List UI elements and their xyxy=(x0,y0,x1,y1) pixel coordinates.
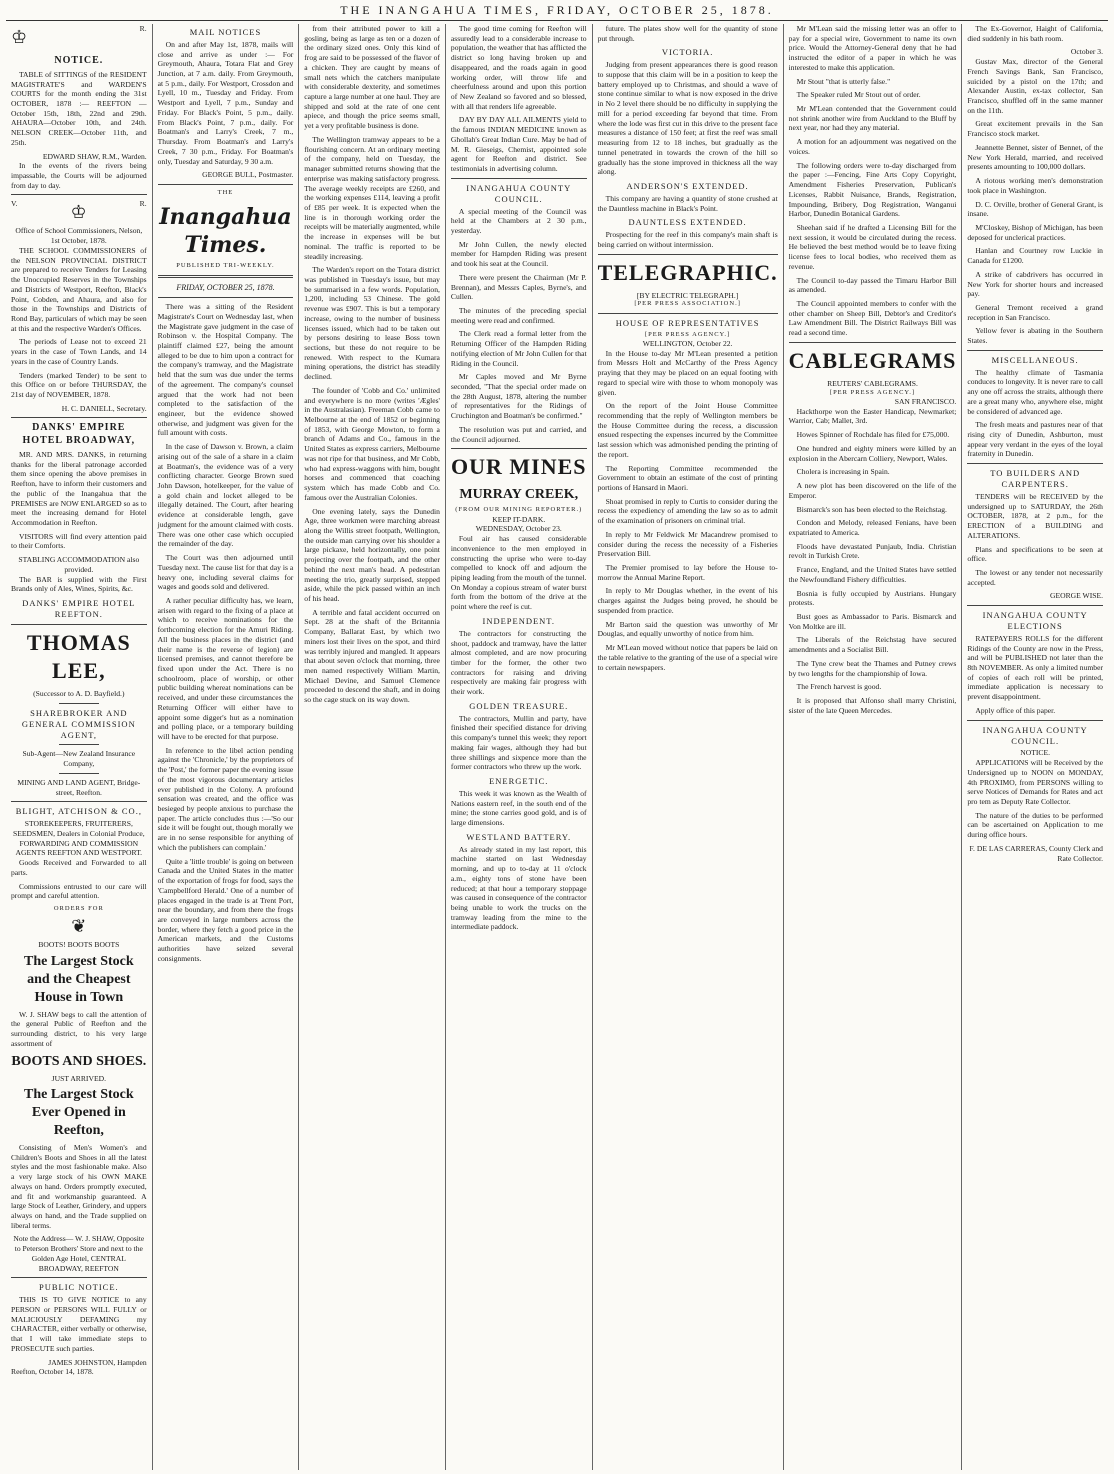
dauntless-paragraph: Prospecting for the reef in this company's main shaft is being carried on without intermission. xyxy=(597,230,778,249)
col3-paragraph-6: A terrible and fatal accident occurred on Sept. 28 at the shaft of the Britannia Company, Ballarat East, by which two miners lost their lives on the spot, and third was terribly injured and mangled. It appears that about seven o'clock that morning, three men named respectively William Martin, Michael Devine, and Samuel Clemence proceeded to descend the shaft, and in doing so the cage stuck on its way down. xyxy=(304,607,440,705)
col3-paragraph-2: The Wellington tramway appears to be a flourishing concern. At an ordinary meeting of the company, held on Tuesday, the manager submitted returns showing that the enterprise was making satisfactory progress. The average weekly receipts are £260, and the working expenses £114, leaving a profit of £85 per week. It is expected when the line is in thorough working order the receipts will be materially augmented, while the increase in expenses will be but nominal. The traffic is reported to be steadily increasing. xyxy=(304,134,440,261)
boots-address: Note the Address— W. J. SHAW, Opposite to Peterson Brothers' Store and next to the Golden Age Hotel, CENTRAL BROADWAY, REEFTON xyxy=(13,1234,145,1273)
blight-heading: BLIGHT, ATCHISON & CO., xyxy=(15,806,142,817)
col7-paragraph-5: Jeannette Bennet, sister of Bennet, of the New York Herald, married, and received presents amounting to 100,000 dollars. xyxy=(967,142,1103,172)
victoria-heading: VICTORIA. xyxy=(661,47,714,58)
energetic-heading: ENERGETIC. xyxy=(489,776,549,786)
public-notice-signature: JAMES JOHNSTON, Hampden xyxy=(48,1357,147,1367)
blight-commissions: Commissions entrusted to our care will prompt and careful attention. xyxy=(11,881,147,901)
masthead-the: THE xyxy=(217,188,234,196)
danks-footer: DANKS' EMPIRE HOTEL REEFTON. xyxy=(22,598,136,619)
andersons-paragraph: This company are having a quantity of stone crushed at the Dauntless machine in Black's Point. xyxy=(597,193,778,213)
cable-item-13: The Tyne crew beat the Thames and Putney crews by two lengths for the championship of Iowa. xyxy=(788,658,957,678)
house-agency: [PER PRESS AGENCY.] xyxy=(645,330,731,338)
cable-item-6: Bismarck's son has been elected to the Reichstag. xyxy=(796,504,947,514)
mining-reporter: (FROM OUR MINING REPORTER.) xyxy=(455,506,583,514)
col6-paragraph-3: The Speaker ruled Mr Stout out of order. xyxy=(796,90,921,100)
published-tri-weekly: PUBLISHED TRI-WEEKLY. xyxy=(176,261,275,269)
council-paragraph-6: Mr Caples moved and Mr Byrne seconded, "That the special order made on the 28th August, 1878, altering the number of representatives for the Ridings of Cruchington and Boatman's be confirmed." xyxy=(450,372,587,421)
cablegrams-agency: [PER PRESS AGENCY.] xyxy=(829,388,916,396)
thomas-lee-name: THOMAS LEE, xyxy=(26,629,131,683)
cablegrams-sub: REUTERS' CABLEGRAMS. xyxy=(827,379,918,388)
council-paragraph-5: The Clerk read a formal letter from the Returning Officer of the Hampden Riding notifying election of Mr John Cullen for that Riding in the Council. xyxy=(450,329,587,368)
col3-paragraph-4: The founder of 'Cobb and Co.' unlimited and everywhere is no more (writes 'Ægles' in the Australasian). Freeman Cobb came to Melbourne at the end of 1852 or beginning of 1853, with George Mowton, to form a branch of Adams and Co., famous in the United States as express carriers, Melbourne was not ripe for that business, and Mr Cobb, who had express-waggons with him, bought horses and commenced that coaching system which has made Cobb and Co. famous over the Australian Colonies. xyxy=(304,385,440,502)
leader-paragraph-1: There was a sitting of the Resident Magistrate's Court on Wednesday last, when the Magistrate gave judgment in the case of Robinson v. the Hospital Company. The plaintiff claimed £27, being the amount alleged to be due to him upon a contract for the company's tramway, and the Magistrate held that the sum was due under the terms of the agreement. The company's counsel argued that the work had not been completed to the satisfaction of the engineer, but the evidence showed otherwise, and judgment was given for the full amount with costs. xyxy=(157,302,294,438)
builders-paragraph-3: The lowest or any tender not necessarily accepted. xyxy=(967,567,1103,587)
county-council-heading: INANGAHUA COUNTY COUNCIL. xyxy=(466,182,572,204)
col7-paragraph-1: The Ex-Governor, Haight of California, died suddenly in his bath room. xyxy=(967,24,1103,43)
column-1 xyxy=(6,24,153,1470)
col7-paragraph-9: Hanlan and Courtney row Luckie in Canada for £1200. xyxy=(967,246,1103,266)
col5-paragraph-0: future. The plates show well for the quantity of stone put through. xyxy=(597,24,778,43)
column-7 xyxy=(962,24,1108,1470)
col6-paragraph-2: Mr Stout "that is utterly false." xyxy=(796,76,891,86)
royal-crest-icon: ♔ xyxy=(70,202,87,223)
thomas-lee-trade: SHAREBROKER AND GENERAL COMMISSION AGENT, xyxy=(21,707,136,740)
thomas-lee-agent: Sub-Agent—New Zealand Insurance Company, xyxy=(22,749,136,769)
thomas-lee-sub: (Successor to A. D. Bayfield.) xyxy=(33,689,125,699)
col7-paragraph-12: Yellow fever is abating in the Southern States. xyxy=(967,326,1103,346)
col3-paragraph-1: from their attributed power to kill a gosling, being as large as ten or a dozen of the ordinary sized ones. Only this kind of frog are said to be possessed of the flavor of a chicken. They are caught by means of small nets which the catchers manipulate with considerable dexterity, and sometimes capture a large number at one haul. They are shipped and sold at the rate of one cent apiece, and though the price seems small, yet a very profitable business is done. xyxy=(304,24,440,131)
column-4 xyxy=(446,24,593,1470)
county-notice-paragraph-1: APPLICATIONS will be Received by the Undersigned up to NOON on MONDAY, 4th PROXIMO, from PERSONS willing to serve Notices of Demands for Rates and act pro tem as Deputy Rate Collector. xyxy=(967,758,1103,806)
house-paragraph-7: In reply to Mr Douglas whether, in the event of his charges against the Judges being proved, he should be suspended from practice. xyxy=(597,586,778,615)
school-commissioners-text: THE SCHOOL COMMISSIONERS of the NELSON PROVINCIAL DISTRICT are prepared to receive Tenders for Leasing the Unoccupied Reserves in the Townships and Districts of Westport, Reefton, Black's Point, Cobden, and Ahaura, and also for those in the Townships and Districts of Rond Bay, particulars of which may be seen at this and the respective Warden's Offices. xyxy=(11,245,147,333)
court-sittings-note: In the events of the rivers being impassable, the Courts will be adjourned from day to day. xyxy=(11,161,147,190)
house-date: WELLINGTON, October 22. xyxy=(642,338,733,348)
school-commissioners-text-2: The periods of Lease not to exceed 21 years in the case of Town Lands, and 14 years in the case of Country Lands. xyxy=(11,337,147,366)
mines-paragraph-1: Foul air has caused considerable inconvenience to the men employed in constructing the uprise who were to-day compelled to knock off and adjourn the piping leading from the mouth of the tunnel. On Monday a copious stream of water burst forth from the bottom of the drive at the point where the reef is cut. xyxy=(450,534,587,612)
boots-emblem-icon: ❦ xyxy=(71,916,87,937)
boots-arrived: JUST ARRIVED. xyxy=(51,1073,106,1083)
council-paragraph-1: A special meeting of the Council was held at the Chambers at 2 30 p.m., yesterday. xyxy=(450,206,587,235)
misc-paragraph-2: The fresh meats and pastures near of that rising city of Dunedin, Ashburton, must appear very verdant in the eyes of the loyal fraternity in Dunedin. xyxy=(967,420,1103,459)
col6-paragraph-8: The Council to-day passed the Timaru Harbor Bill as amended. xyxy=(788,275,957,295)
cable-item-2: Howes Spinner of Rochdale has filed for £75,000. xyxy=(796,430,950,440)
col7-paragraph-7: D. C. Orville, brother of General Grant, is insane. xyxy=(967,199,1103,219)
column-2 xyxy=(153,24,300,1470)
boots-text: W. J. SHAW begs to call the attention of the general Public of Reefton and the surrounding district, to his very large assortment of xyxy=(11,1009,147,1048)
elections-paragraph-2: Apply office of this paper. xyxy=(975,705,1056,715)
elections-heading: INANGAHUA COUNTY ELECTIONS xyxy=(982,610,1088,631)
county-notice-paragraph-2: The nature of the duties to be performed can be ascertained on Application to me during office hours. xyxy=(967,810,1103,840)
boots-largest: The Largest Stock Ever Opened in Reefton, xyxy=(23,1087,134,1139)
col7-paragraph-10: A strike of cabdrivers has occurred in New York for shorter hours and increased pay. xyxy=(967,269,1103,299)
notice-heading: NOTICE. xyxy=(54,55,104,67)
cable-item-1: Hackthorpe won the Easter Handicap, Newmarket; Warrior, Cab; Mallet, 3rd. xyxy=(788,406,957,426)
danks-bar: The BAR is supplied with the First Brands only of Ales, Wines, Spirits, &c. xyxy=(11,574,147,594)
elections-paragraph-1: RATEPAYERS ROLLS for the different Ridings of the County are now in the Press, and will be PUBLISHED not later than the 8th NOVEMBER. As only a limited number of copies of each roll will be printed, immediate application is necessary to prevent disappointment. xyxy=(967,633,1103,702)
danks-text: MR. AND MRS. DANKS, in returning thanks for the liberal patronage accorded them since opening the above premises in Reefton, have to inform their customers and the public of the Inangahua that the PREMISES are NOW ENLARGED so as to meet the increasing demand for Hotel Accommodation in Reefton. xyxy=(11,450,147,528)
col3-paragraph-5: One evening lately, says the Dunedin Age, three workmen were marching abreast along the Willis street footpath, Wellington, the outside man carrying over his shoulder a large pickaxe, held horizontally, one point projecting over the footpath, and the other behind the next man's head. A pedestrian meeting the trio, greatly surprised, stepped aside, while the pick passed within an inch of his head. xyxy=(304,506,440,603)
builders-paragraph-2: Plans and specifications to be seen at office. xyxy=(967,544,1103,564)
col6-paragraph-5: A motion for an adjournment was negatived on the voices. xyxy=(788,137,957,156)
telegraphic-heading: TELEGRAPHIC. xyxy=(597,259,778,285)
danks-stabling: STABLING ACCOMMODATION also provided. xyxy=(18,555,140,574)
telegraphic-agency: [PER PRESS ASSOCIATION.] xyxy=(634,300,741,308)
thomas-lee-mining: MINING AND LAND AGENT, Bridge-street, Reefton. xyxy=(17,777,141,797)
cable-item-12: The Liberals of the Reichstag have secured amendments and a Socialist Bill. xyxy=(788,635,957,655)
boots-orders-for: ORDERS FOR xyxy=(53,904,104,912)
column-3 xyxy=(299,24,446,1470)
col7-dateline: October 3. xyxy=(1070,47,1103,57)
danks-heading: DANKS' EMPIRE HOTEL BROADWAY, xyxy=(22,422,136,447)
col7-paragraph-4: Great excitement prevails in the San Francisco stock market. xyxy=(967,119,1103,139)
page-masthead: THE INANGAHUA TIMES, FRIDAY, OCTOBER 25, 1878. xyxy=(340,3,774,17)
builders-heading: TO BUILDERS AND CARPENTERS. xyxy=(990,468,1081,490)
col6-paragraph-9: The Council appointed members to confer with the other chamber on Sheep Bill, Debtor's and Creditor's Law Amendment Bill. The District Railways Bill was read a second time. xyxy=(788,298,957,338)
cablegrams-dateline: SAN FRANCISCO. xyxy=(894,397,957,407)
col7-paragraph-3: Gustav Max, director of the General French Savings Bank, San Francisco, suicided by a pistol on the 17th; and Alexander Austin, ex-tax collector, San Francisco, shuffled off in the same manner on the 11th. xyxy=(967,57,1103,115)
public-notice-date: Reefton, October 14, 1878. xyxy=(11,1367,94,1377)
leader-paragraph-2: In the case of Dawson v. Brown, a claim arising out of the sale of a share in a claim at Boatman's, the evidence was of a very conflicting character. George Brown sued John Dawson, hotelkeeper, for the value of a gold chain and locket alleged to be illegally detained. The Court, after hearing evidence at considerable length, gave judgment for the amount claimed with costs. There was one other case which occupied the remainder of the day. xyxy=(157,442,294,549)
indian-medicine-ad: DAY BY DAY ALL AILMENTS yield to the famous INDIAN MEDICINE known as Ghollah's Great Indian Cure. May be had of M. R. Gieseigs, Chemist, appointed sole agent for Reefton and district. See testimonials in advertising column. xyxy=(450,115,587,174)
col6-paragraph-6: The following orders were to-day discharged from the paper :—Fencing, Fine Arts Copy Copyright, Amendment Fisheries Preservation, Publican's Licenses, Rabbit Nuisance, Brands, Registration, Impounding, Bribery, Dog Registration, Wanganui Harbor, Dunedin Botanical Gardens. xyxy=(788,160,957,219)
county-notice-heading: NOTICE. xyxy=(1020,748,1051,758)
house-paragraph-2: On the report of the Joint House Committee recommending that the reply of Wellington members be the House Committee during the recess, a discussion ensued respecting the expenses incurred by the Committee last session which was admonished pending the printing of the report. xyxy=(597,401,778,459)
col6-paragraph-4: Mr M'Lean contended that the Government could not shrink another wire from Auckland to the Bluff by next year, nor had they any material. xyxy=(788,104,957,133)
leader-paragraph-4: A rather peculiar difficulty has, we learn, arisen with regard to the fixing of a place at which to receive nominations for the forthcoming election for the Amuri Riding. All the business places in the district (and their name is the reverse of legion) are licensed premises, and cannot therefore be fixed upon under the Act. There is no schoolroom, place of worship, or other public building whereat nominations can be received, and under these circumstances the Returning Officer will either have to appoint some digger's hut as a nomination and polling place, or a temporary building will have to be erected for that purpose. xyxy=(157,595,294,742)
column-5 xyxy=(593,24,784,1470)
golden-treasure-paragraph: The contractors, Mullin and party, have finished their specified distance for driving this company's tunnel this week; they report making fair wages, although they had but three shillings and sixpence more than the former contractors who threw up the work. xyxy=(450,713,587,772)
blight-goods: Goods Received and Forwarded to all parts. xyxy=(11,858,147,877)
miscellaneous-heading: MISCELLANEOUS. xyxy=(991,354,1079,365)
mail-notices-heading: MAIL NOTICES xyxy=(189,27,262,37)
council-paragraph-3: There were present the Chairman (Mr P. Brennan), and Messrs Caples, Byrne's, and Cullen. xyxy=(450,272,587,302)
crest-letter-r: R. xyxy=(139,24,147,33)
col4-paragraph-1: The good time coming for Reefton will assuredly lead to a considerable increase to population, the weather that has afflicted the district so long having broken up and disappeared, and the roads again in good working order, will throw life and cheerfulness around and upon this portion of New Zealand so favored and so blessed, with all that renders life agreeable. xyxy=(450,24,587,111)
leader-paragraph-6: Quite a 'little trouble' is going on between Canada and the United States in the matter of the exportation of frogs for food, says the 'Campbellford Herald.' One of a number of places engaged in the trade is at Trent Port, near the boundary, and from there the frogs are conveyed in large numbers across the border, where they fetch a good price in the American markets, and the Customs authorities have seized several consignments. xyxy=(157,856,294,963)
misc-paragraph-1: The healthy climate of Tasmania conduces to longevity. It is never rare to call any one off across the straits, although there are a great many who, anywhere else, might be considered of advanced age. xyxy=(967,367,1103,416)
county-council-notice-heading: INANGAHUA COUNTY COUNCIL. xyxy=(982,724,1088,746)
cable-item-11: Bust goes as Ambassador to Paris. Bismarck and Von Moltke are ill. xyxy=(788,611,957,631)
court-sittings-signature: EDWARD SHAW, R.M., Warden. xyxy=(42,151,147,161)
keep-it-dark: KEEP IT-DARK. xyxy=(492,514,546,524)
energetic-paragraph: This week it was known as the Wealth of Nations eastern reef, in the south end of the mine; the stone carries good gold, and is of large dimensions. xyxy=(450,788,587,828)
council-paragraph-7: The resolution was put and carried, and the Council adjourned. xyxy=(450,424,587,444)
cable-item-3: One hundred and eighty miners were killed by an explosion in the Abercarn Colliery, Newport, Wales. xyxy=(788,443,957,463)
crest-letter-v: V. xyxy=(11,199,18,209)
golden-treasure-heading: GOLDEN TREASURE. xyxy=(469,700,569,711)
cable-item-4: Cholera is increasing in Spain. xyxy=(796,467,890,477)
leader-paragraph-5: In reference to the libel action pending against the 'Chronicle,' by the proprietors of the 'Post,' the former paper the evening issue of the most vigorous documentary articles ever published in the Colony. A profound sensation was created, and the office was besieged by people anxious to purchase the paper. The article concludes thus :—'So our side it will be fought out, though morally we are in no sense responsible for anything of which the publishers can complain.' xyxy=(157,745,294,852)
county-notice-signature: F. DE LAS CARRERAS, County Clerk and Rate Collector. xyxy=(969,843,1103,863)
boots-sub: The Largest Stock and the Cheapest House in Town xyxy=(23,954,134,1005)
leader-date: FRIDAY, OCTOBER 25, 1878. xyxy=(176,282,275,292)
cable-item-15: It is proposed that Alfonso shall marry Christini, sister of the late Queen Mercedes. xyxy=(788,696,957,715)
leader-paragraph-3: The Court was then adjourned until Tuesday next. The cause list for that day is a heavy one, including several claims for wages and goods sold and delivered. xyxy=(157,553,294,592)
cable-item-7: Condon and Melody, released Fenians, have been expatriated to America. xyxy=(788,518,957,537)
columns xyxy=(6,24,1108,1470)
cablegrams-heading: CABLEGRAMS xyxy=(788,347,957,373)
school-office: Office of School Commissioners, Nelson, 1st October, 1878. xyxy=(15,226,143,246)
andersons-heading: ANDERSON'S EXTENDED. xyxy=(626,180,749,191)
col6-paragraph-7: Sheehan said if he drafted a Licensing Bill for the next session, it would be circulated during the recess. He believed the best method would be to leave fixing license fees to local bodies, who received them as revenue. xyxy=(788,222,957,271)
cable-item-9: France, England, and the United States have settled the Newfoundland Fishery difficulties. xyxy=(788,565,957,584)
school-signature: H. C. DANIELL, Secretary. xyxy=(61,403,147,413)
cable-item-5: A new plot has been discovered on the life of the Emperor. xyxy=(788,481,957,500)
council-paragraph-2: Mr John Cullen, the newly elected member for Hampden Riding was present and took his seat at the Council. xyxy=(450,239,587,269)
public-notice-heading: PUBLIC NOTICE. xyxy=(39,1282,119,1293)
council-paragraph-4: The minutes of the preceding special meeting were read and confirmed. xyxy=(450,306,587,325)
westland-battery-paragraph: As already stated in my last report, this machine started on last Wednesday morning, and up to to-day at 11 o'clock a.m., eighty tons of stone have been reduced; at that hour a temporary stoppage was caused in consequence of the contractor being unable to work the trucks on the tramway leading from the mine to the intermediate paddock. xyxy=(450,844,587,932)
house-paragraph-5: In reply to Mr Feldwick Mr Macandrew promised to consider during the recess the necessity of a Fisheries Preservation Bill. xyxy=(597,529,778,559)
court-sittings: TABLE of SITTINGS of the RESIDENT MAGISTRATE'S and WARDEN'S COURTS for the month ending the 31st OCTOBER, 1878 :— REEFTON — October 15th, 18th, 22nd and 29th. AHAURA—October 10th, and 24th. NELSON CREEK—October 11th, and 25th. xyxy=(11,69,147,147)
danks-visitors: VISITORS will find every attention paid to their Comforts. xyxy=(11,531,147,551)
column-6 xyxy=(784,24,963,1470)
independent-heading: INDEPENDENT. xyxy=(482,615,555,626)
mines-date: WEDNESDAY, October 23. xyxy=(475,524,562,534)
royal-crest-icon: ♔ xyxy=(11,27,28,47)
col7-paragraph-8: M'Closkey, Bishop of Michigan, has been deposed for unclerical practices. xyxy=(967,222,1103,242)
house-paragraph-4: Shoat promised in reply to Curtis to consider during the recess the expediency of amending the law so as to admit of the examination of prisoners on criminal trial. xyxy=(597,496,778,526)
mail-notices-signature: GEORGE BULL, Postmaster. xyxy=(202,170,294,180)
crest-letter-r2: R. xyxy=(139,199,147,209)
col6-paragraph-1: Mr M'Lean said the missing letter was an offer to pay for a special wire, Government to name its own price. Would the Attorney-General deny that he had instructed the editor of a paper in which he was interested to make this application. xyxy=(788,24,957,72)
telegraphic-sub: [BY ELECTRIC TELEGRAPH.] xyxy=(636,290,739,300)
our-mines-heading: OUR MINES xyxy=(450,454,587,480)
masthead-rule xyxy=(6,20,1108,21)
westland-battery-heading: WESTLAND BATTERY. xyxy=(466,831,572,842)
house-paragraph-3: The Reporting Committee recommended the Government to obtain an estimate of the cost of printing portions of Hansard in Maori. xyxy=(597,463,778,492)
murray-creek-heading: MURRAY CREEK, xyxy=(459,486,579,502)
paper-title: Inangahua Times. xyxy=(159,204,292,259)
col3-paragraph-3: The Warden's report on the Totara district was published in Tuesday's issue, but may be summarised in a few words. Population, 1,200, including 53 Chinese. The gold revenue was £907. This is but a temporary increase, owing to the number of business licenses issued, which had to be taken out by persons desiring to lease Boss town sections, but these do not require to be renewed. With respect to the Kumara mining operations, the district has steadily declined. xyxy=(304,265,440,382)
cable-item-10: Bosnia is fully occupied by Austrians. Hungary protests. xyxy=(788,588,957,608)
house-paragraph-8: Mr Barton said the question was unworthy of Mr Douglas, and equally unworthy of notice from him. xyxy=(597,619,778,639)
builders-signature: GEORGE WISE. xyxy=(1049,591,1103,601)
blight-text: STOREKEEPERS, FRUITERERS, SEEDSMEN, Dealers in Colonial Produce, FORWARDING AND COMMISSION AGENTS REEFTON AND WESTPORT. xyxy=(13,819,145,858)
house-paragraph-1: In the House to-day Mr M'Lean presented a petition from Messrs Holt and McCarthy of the Press Agency praying that they may be placed on an equal footing with regard to special wire with those to whom monopoly was given. xyxy=(597,348,778,397)
dauntless-heading: DAUNTLESS EXTENDED. xyxy=(628,217,747,228)
house-paragraph-6: The Premier promised to lay before the House to-morrow the Annual Marine Report. xyxy=(597,563,778,582)
builders-paragraph-1: TENDERS will be RECEIVED by the undersigned up to SATURDAY, the 26th OCTOBER, 1878, at 2 p.m., for the ERECTION of a BUILDING and ALTERATIONS. xyxy=(967,491,1103,540)
public-notice-text: THIS IS TO GIVE NOTICE to any PERSON or PERSONS WILL FULLY or MALICIOUSLY DEFAMING my CHARACTER, either verbally or otherwise, that I will take immediate steps to PROSECUTE such parties. xyxy=(11,1295,147,1353)
mail-notices-text: On and after May 1st, 1878, mails will close and arrive as under :— For Greymouth, Ahaura, Totara Flat and Grey Junction, at 7 a.m. daily. From Greymouth, at 5 p.m., daily. For Westport, Crossdon and Lyell, 10 m., Tuesday and Friday. From Westport and Lyell, 7 p.m., Sunday and Friday. For Black's Point, 5 p.m., daily. From Black's Point, 7 p.m., daily. For Boatman's and Larry's Creek, 7 m., Thursday. From Boatman's and Larry's Creek, 7 30 p.m., Friday. For Boatman's only, Tuesday and Saturday, 9 30 a.m. xyxy=(157,39,294,166)
boots-heading: BOOTS! BOOTS BOOTS xyxy=(38,940,120,950)
cable-item-8: Floods have devastated Punjaub, India. Christian revolt in Turkish Crete. xyxy=(788,541,957,561)
school-commissioners-text-3: Tenders (marked Tender) to be sent to this Office on or before THURSDAY, the 21st day of NOVEMBER, 1878. xyxy=(11,370,147,399)
independent-paragraph: The contractors for constructing the shoot, paddock and tramway, have the latter almost completed, and are now procuring timber for the former, the other two contractors for raising and driving respectively are making fair progress with their work. xyxy=(450,628,587,697)
col7-paragraph-11: General Tremont received a grand reception in San Francisco. xyxy=(967,302,1103,322)
cable-item-14: The French harvest is good. xyxy=(796,682,882,692)
boots-big: BOOTS AND SHOES. xyxy=(11,1053,147,1069)
house-paragraph-9: Mr M'Lean moved without notice that papers be laid on the table relative to the granting of the use of a special wire to certain newspapers. xyxy=(597,643,778,672)
boots-text-2: Consisting of Men's Women's and Children's Boots and Shoes in all the latest styles and the most fashionable make. Also a very large stock of his OWN MAKE always on hand. Orders promptly executed, and fit and workmanship guaranteed. A large Stock of Leather, Grindery, and uppers always on hand, and the Trade supplied on liberal terms. xyxy=(11,1142,147,1230)
victoria-paragraph: Judging from present appearances there is good reason to suppose that this claim will be in a position to keep the battery employed up to Christmas, and should a wave of stone continue similar to what is now exposed in the drive in No 2 level there should be no difficulty in supplying the mill for a period exceeding far beyond that time. From where the lode was first cut in this drive to the present face measures a distance of 150 feet; at first the reef was small measuring from 12 to 18 inches, but gradually as the tunnel penetrated in towards the crown of the hill so gradually has the stone improved in thickness all the way along. xyxy=(597,60,778,177)
col7-paragraph-6: A riotous working men's demonstration took place in Washington. xyxy=(967,176,1103,195)
house-heading: HOUSE OF REPRESENTATIVES xyxy=(615,317,760,328)
